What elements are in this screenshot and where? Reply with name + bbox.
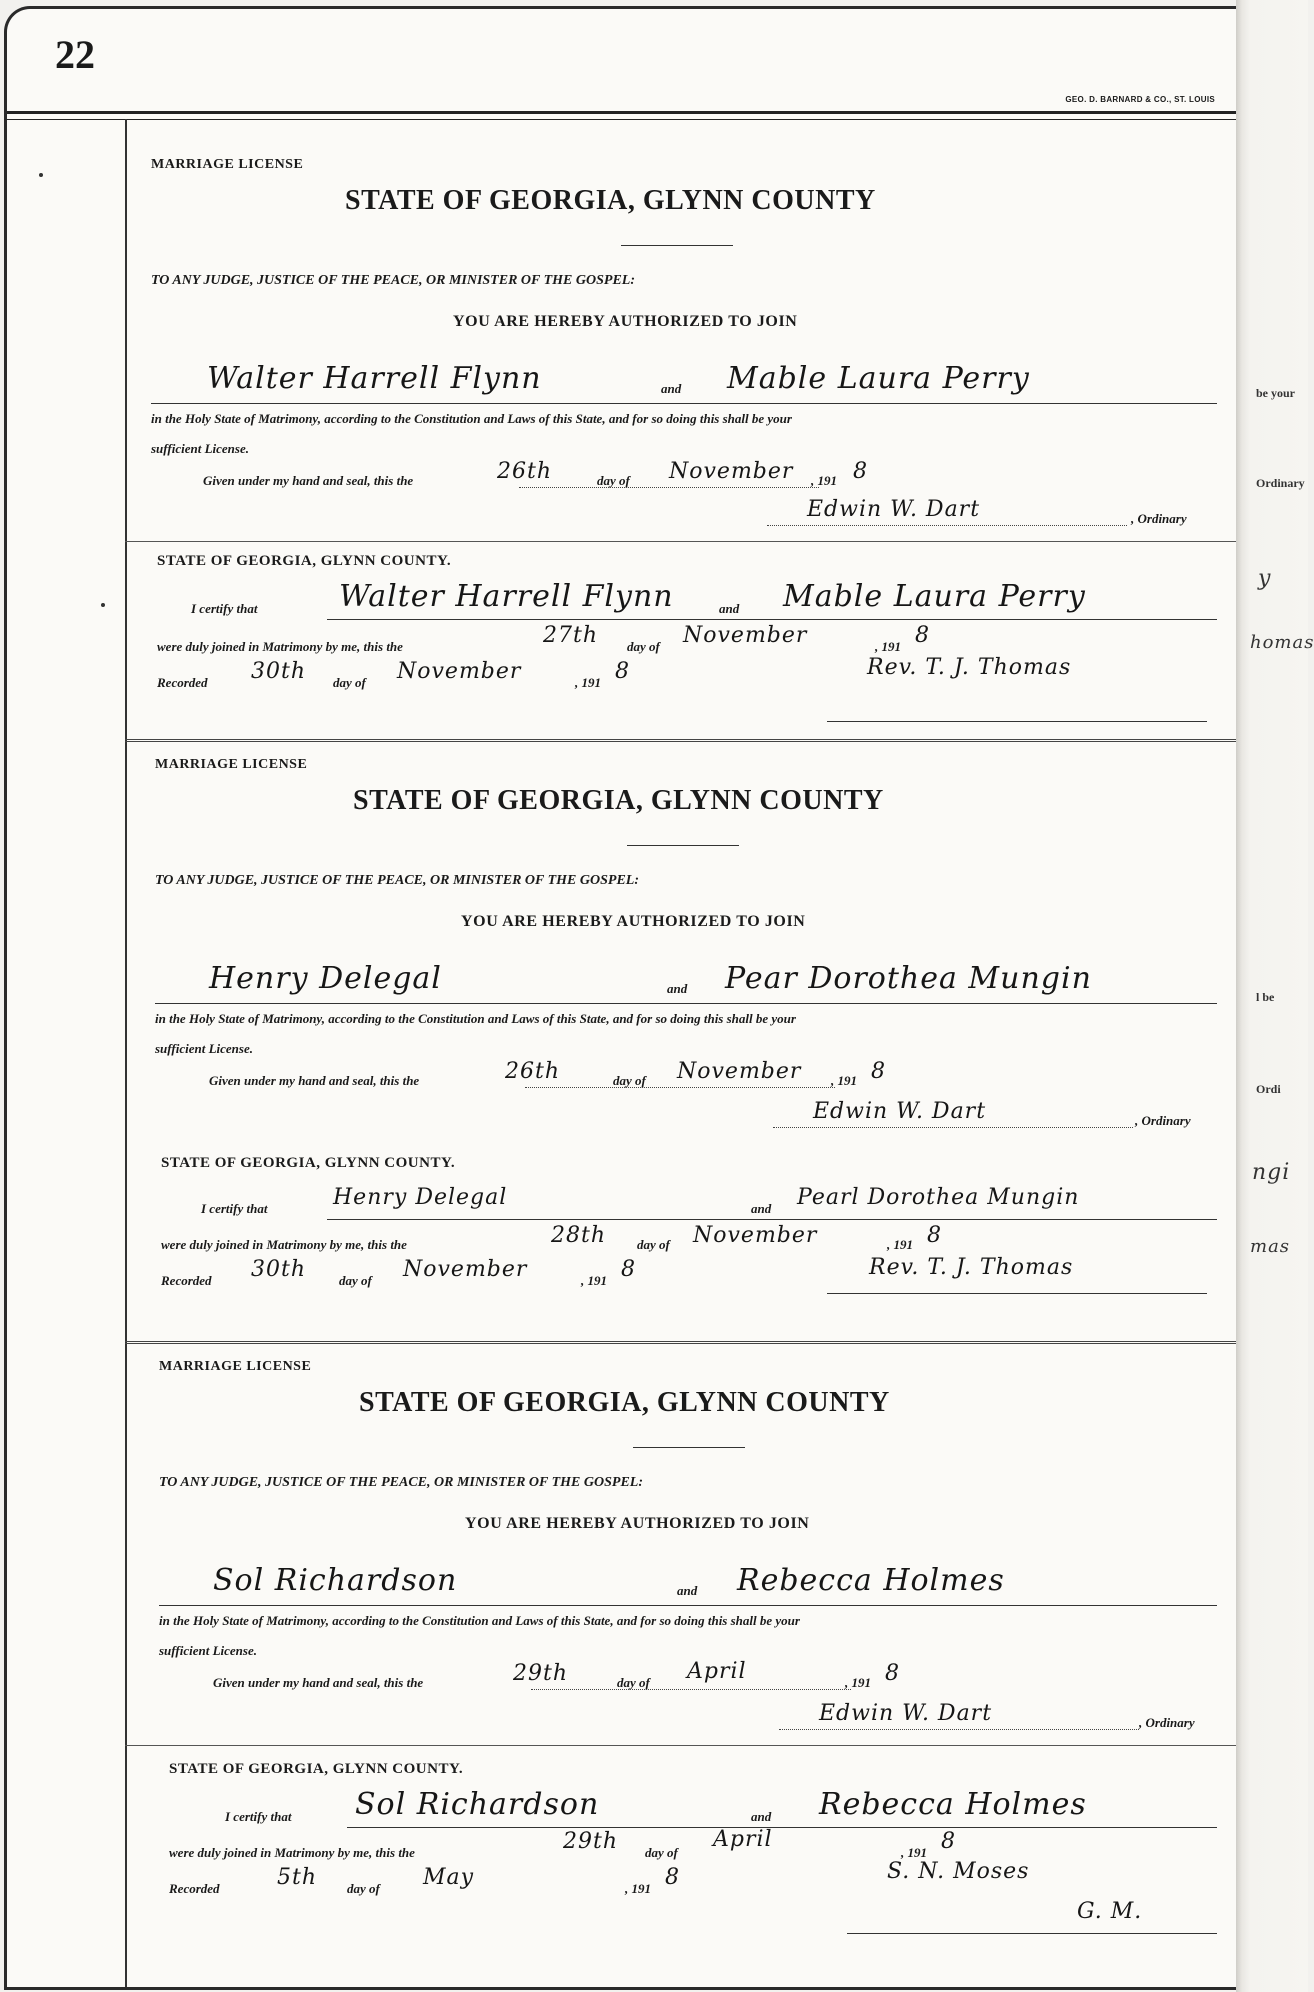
sufficient-text: sufficient License. xyxy=(151,441,249,456)
joined-text: were duly joined in Matrimony by me, this the xyxy=(157,639,403,654)
ordinary-label: , Ordinary xyxy=(1131,511,1187,526)
day-of-label: day of xyxy=(613,1073,646,1088)
day-of-label: day of xyxy=(339,1273,372,1288)
facing-fragment: Ordi xyxy=(1256,1082,1281,1096)
officiant-signature: Rev. T. J. Thomas xyxy=(867,655,1072,680)
day-of-label: day of xyxy=(645,1845,678,1860)
certify-text: I certify that xyxy=(191,601,258,616)
license-day: 26th xyxy=(505,1059,561,1084)
day-of-label: day of xyxy=(347,1881,380,1896)
license-year: 8 xyxy=(885,1661,900,1686)
married-day: 29th xyxy=(563,1829,619,1854)
facing-fragment: Ordinary xyxy=(1256,476,1305,490)
facing-fragment: mas xyxy=(1250,1236,1291,1257)
given-text: Given under my hand and seal, this the xyxy=(209,1073,420,1088)
cert-groom-name: Walter Harrell Flynn xyxy=(339,579,674,614)
license-title: STATE OF GEORGIA, GLYNN COUNTY xyxy=(353,785,884,816)
names-line xyxy=(155,1003,1217,1004)
recorded-year: 8 xyxy=(615,659,630,684)
ordinary-label: , Ordinary xyxy=(1139,1715,1195,1730)
recorded-label: Recorded xyxy=(161,1273,212,1288)
groom-name: Henry Delegal xyxy=(209,961,442,996)
cert-groom-name: Sol Richardson xyxy=(355,1787,600,1822)
license-month: April xyxy=(687,1659,747,1684)
license-month: November xyxy=(677,1059,802,1084)
cert-bride-name: Rebecca Holmes xyxy=(819,1787,1087,1822)
printer-imprint: GEO. D. BARNARD & CO., ST. LOUIS xyxy=(1065,95,1215,104)
page-number: 22 xyxy=(55,32,95,77)
recorded-label: Recorded xyxy=(169,1881,220,1896)
joined-text: were duly joined in Matrimony by me, this the xyxy=(169,1845,415,1860)
officiant-signature: S. N. Moses xyxy=(887,1859,1030,1884)
day-of-label: day of xyxy=(333,675,366,690)
certify-text: I certify that xyxy=(201,1201,268,1216)
ordinary-signature: Edwin W. Dart xyxy=(819,1701,993,1726)
day-of-label: day of xyxy=(637,1237,670,1252)
speck xyxy=(39,173,43,177)
recorded-year: 8 xyxy=(621,1257,636,1282)
year-prefix: , 191 xyxy=(625,1881,651,1896)
certify-text: I certify that xyxy=(225,1809,292,1824)
sufficient-text: sufficient License. xyxy=(155,1041,253,1056)
day-of-label: day of xyxy=(597,473,630,488)
given-text: Given under my hand and seal, this the xyxy=(203,473,414,488)
certificate-title: STATE OF GEORGIA, GLYNN COUNTY. xyxy=(169,1761,464,1777)
given-text: Given under my hand and seal, this the xyxy=(213,1675,424,1690)
married-year: 8 xyxy=(941,1829,956,1854)
married-month: November xyxy=(683,623,808,648)
married-year: 8 xyxy=(927,1223,942,1248)
license-label: MARRIAGE LICENSE xyxy=(159,1359,312,1374)
day-of-label: day of xyxy=(617,1675,650,1690)
and-label: and xyxy=(719,601,740,616)
top-rule-thin xyxy=(7,119,1239,120)
certificate-title: STATE OF GEORGIA, GLYNN COUNTY. xyxy=(161,1155,456,1171)
names-line xyxy=(159,1605,1217,1606)
married-year: 8 xyxy=(915,623,930,648)
facing-fragment: ngi xyxy=(1252,1160,1291,1185)
authorized-line: YOU ARE HEREBY AUTHORIZED TO JOIN xyxy=(461,913,806,930)
cert-bride-name: Pearl Dorothea Mungin xyxy=(797,1185,1080,1210)
title-rule xyxy=(627,845,739,846)
year-prefix: , 191 xyxy=(831,1073,857,1088)
ordinary-label: , Ordinary xyxy=(1135,1113,1191,1128)
married-day: 27th xyxy=(543,623,599,648)
officiant-signature: Rev. T. J. Thomas xyxy=(869,1255,1074,1280)
year-prefix: , 191 xyxy=(901,1845,927,1860)
and-label: and xyxy=(661,381,682,396)
and-label: and xyxy=(667,981,688,996)
facing-fragment: be your xyxy=(1256,386,1295,400)
holy-state-text: in the Holy State of Matrimony, according to the Constitution and Laws of this State, and for so doing this shall be your xyxy=(159,1613,800,1628)
and-label: and xyxy=(751,1809,772,1824)
joined-text: were duly joined in Matrimony by me, this the xyxy=(161,1237,407,1252)
recorded-year: 8 xyxy=(665,1865,680,1890)
top-rule xyxy=(7,111,1239,114)
year-prefix: , 191 xyxy=(887,1237,913,1252)
officiant-title: G. M. xyxy=(1077,1899,1143,1924)
holy-state-text: in the Holy State of Matrimony, according to the Constitution and Laws of this State, and for so doing this shall be your xyxy=(151,411,792,426)
married-day: 28th xyxy=(551,1223,607,1248)
day-of-label: day of xyxy=(627,639,660,654)
register-page xyxy=(4,6,1239,1990)
year-prefix: , 191 xyxy=(575,675,601,690)
address-line: TO ANY JUDGE, JUSTICE OF THE PEACE, OR MINISTER OF THE GOSPEL: xyxy=(159,1475,643,1490)
recorded-day: 30th xyxy=(251,1257,307,1282)
license-title: STATE OF GEORGIA, GLYNN COUNTY xyxy=(359,1387,890,1418)
authorized-line: YOU ARE HEREBY AUTHORIZED TO JOIN xyxy=(465,1515,810,1532)
facing-fragment: homas xyxy=(1250,632,1314,653)
title-rule xyxy=(621,245,733,246)
year-prefix: , 191 xyxy=(845,1675,871,1690)
recorded-month: May xyxy=(423,1865,475,1890)
margin-line xyxy=(125,119,127,1987)
year-prefix: , 191 xyxy=(811,473,837,488)
license-day: 26th xyxy=(497,459,553,484)
certificate-title: STATE OF GEORGIA, GLYNN COUNTY. xyxy=(157,553,452,569)
cert-bride-name: Mable Laura Perry xyxy=(783,579,1086,614)
license-year: 8 xyxy=(871,1059,886,1084)
bride-name: Pear Dorothea Mungin xyxy=(725,961,1092,996)
authorized-line: YOU ARE HEREBY AUTHORIZED TO JOIN xyxy=(453,313,798,330)
groom-name: Walter Harrell Flynn xyxy=(207,361,542,396)
ordinary-signature: Edwin W. Dart xyxy=(807,497,981,522)
recorded-label: Recorded xyxy=(157,675,208,690)
license-label: MARRIAGE LICENSE xyxy=(151,157,304,172)
cert-groom-name: Henry Delegal xyxy=(333,1185,508,1210)
license-day: 29th xyxy=(513,1661,569,1686)
bride-name: Rebecca Holmes xyxy=(737,1563,1005,1598)
license-year: 8 xyxy=(853,459,868,484)
groom-name: Sol Richardson xyxy=(213,1563,458,1598)
speck xyxy=(101,603,105,607)
license-title: STATE OF GEORGIA, GLYNN COUNTY xyxy=(345,185,876,216)
names-line xyxy=(151,403,1217,404)
married-month: November xyxy=(693,1223,818,1248)
recorded-month: November xyxy=(397,659,522,684)
year-prefix: , 191 xyxy=(581,1273,607,1288)
and-label: and xyxy=(677,1583,698,1598)
title-rule xyxy=(633,1447,745,1448)
facing-fragment: y xyxy=(1258,566,1272,591)
year-prefix: , 191 xyxy=(875,639,901,654)
facing-fragment: l be xyxy=(1256,990,1275,1004)
recorded-day: 30th xyxy=(251,659,307,684)
address-line: TO ANY JUDGE, JUSTICE OF THE PEACE, OR MINISTER OF THE GOSPEL: xyxy=(151,273,635,288)
bride-name: Mable Laura Perry xyxy=(727,361,1030,396)
recorded-day: 5th xyxy=(277,1865,318,1890)
license-month: November xyxy=(669,459,794,484)
address-line: TO ANY JUDGE, JUSTICE OF THE PEACE, OR MINISTER OF THE GOSPEL: xyxy=(155,873,639,888)
holy-state-text: in the Holy State of Matrimony, according to the Constitution and Laws of this State, and for so doing this shall be your xyxy=(155,1011,796,1026)
ordinary-signature: Edwin W. Dart xyxy=(813,1099,987,1124)
recorded-month: November xyxy=(403,1257,528,1282)
sufficient-text: sufficient License. xyxy=(159,1643,257,1658)
married-month: April xyxy=(713,1827,773,1852)
license-label: MARRIAGE LICENSE xyxy=(155,757,308,772)
and-label: and xyxy=(751,1201,772,1216)
facing-page-edge xyxy=(1236,0,1314,1992)
